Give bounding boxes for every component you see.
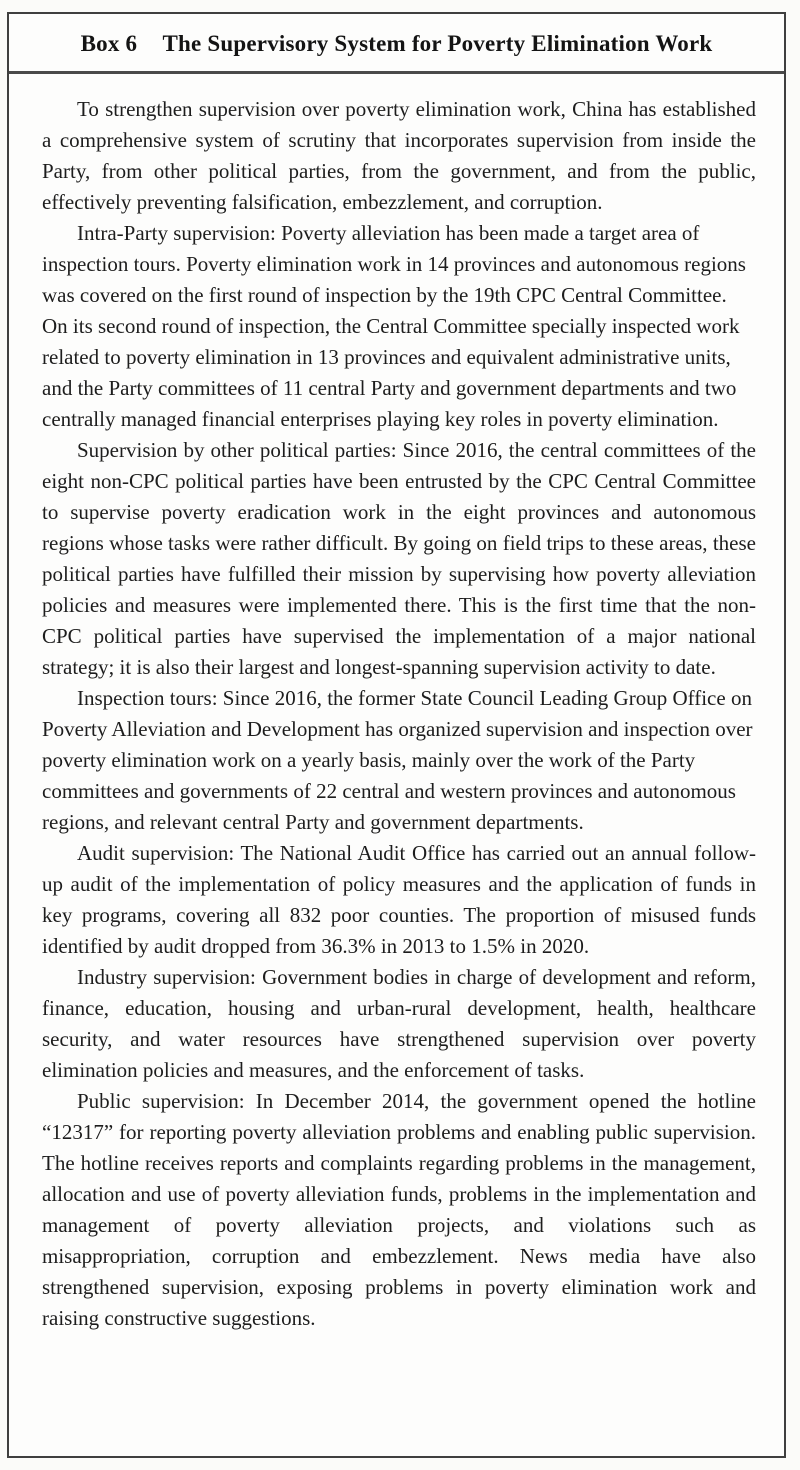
box-body <box>9 74 784 1334</box>
paragraph-industry-supervision: Industry supervision: Government bodies in charge of development and reform, finance, education, housing and urban-rural development, health, healthcare security, and water resources have strengthened supervision over poverty elimination policies and measures, and the enforcement of tasks. <box>42 965 756 1082</box>
paragraph-inspection-tours: Inspection tours: Since 2016, the former State Council Leading Group Office on Poverty Alleviation and Development has organized supervision and inspection over poverty elimination work on a yearly basis, mainly over the work of the Party committees and governments of 22 central and western provinces and autonomous regions, and relevant central Party and government departments. <box>42 686 753 834</box>
box-title <box>29 31 764 57</box>
box-6-container <box>7 12 786 1458</box>
paragraph-intro: To strengthen supervision over poverty elimination work, China has established a comprehensive system of scrutiny that incorporates supervision from inside the Party, from other political parties, from the government, and from the public, effectively preventing falsification, embezzlement, and corruption. <box>42 97 756 214</box>
paragraph-intra-party-supervision: Intra-Party supervision: Poverty alleviation has been made a target area of inspection tours. Poverty elimination work in 14 provinces and autonomous regions was covered on the first round of inspection by the 19th CPC Central Committee. On its second round of inspection, the Central Committee specially inspected work related to poverty elimination in 13 provinces and equivalent administrative units, and the Party committees of 11 central Party and government departments and two centrally managed financial enterprises playing key roles in poverty elimination. <box>42 221 746 431</box>
box-title-text: The Supervisory System for Poverty Elimination Work <box>162 31 713 56</box>
paragraph-audit-supervision: Audit supervision: The National Audit Office has carried out an annual follow-up audit of the implementation of policy measures and the application of funds in key programs, covering all 832 poor counties. The proportion of misused funds identified by audit dropped from 36.3% in 2013 to 1.5% in 2020. <box>42 841 756 958</box>
paragraph-public-supervision: Public supervision: In December 2014, the government opened the hotline “12317” for reporting poverty alleviation problems and enabling public supervision. The hotline receives reports and complaints regarding problems in the management, allocation and use of poverty alleviation funds, problems in the implementation and management of poverty alleviation projects, and violations such as misappropriation, corruption and embezzlement. News media have also strengthened supervision, exposing problems in poverty elimination work and raising constructive suggestions. <box>42 1089 756 1330</box>
box-header <box>9 14 784 74</box>
box-number-label: Box 6 <box>80 31 138 56</box>
paragraph-other-political-parties: Supervision by other political parties: Since 2016, the central committees of the eight non-CPC political parties have been entrusted by the CPC Central Committee to supervise poverty eradication work in the eight provinces and autonomous regions whose tasks were rather difficult. By going on field trips to these areas, these political parties have fulfilled their mission by supervising how poverty alleviation policies and measures were implemented there. This is the first time that the non-CPC political parties have supervised the implementation of a major national strategy; it is also their largest and longest-spanning supervision activity to date. <box>42 438 756 679</box>
